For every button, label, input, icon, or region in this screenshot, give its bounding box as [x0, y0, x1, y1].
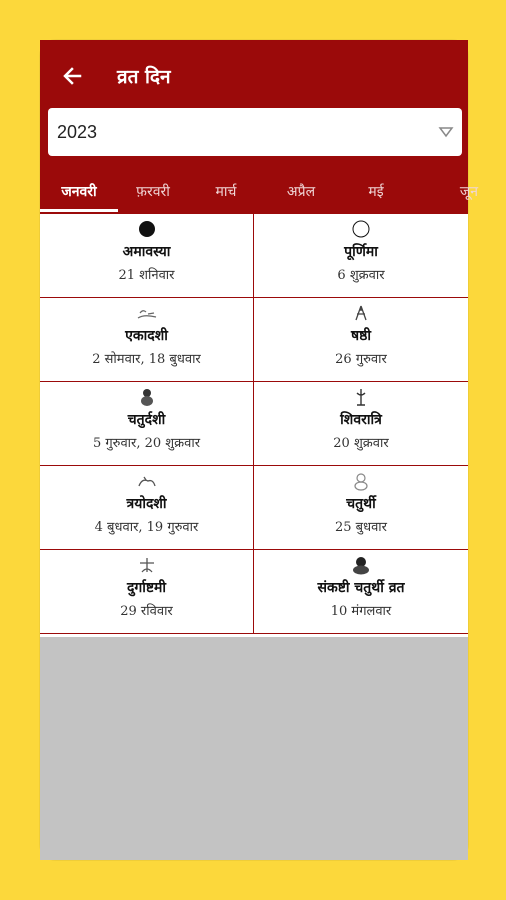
vrat-name: चतुर्थी — [346, 496, 376, 512]
vrat-item-chaturthi[interactable] — [254, 466, 468, 550]
new-moon-icon — [136, 218, 158, 240]
vrat-item-shivratri[interactable] — [254, 382, 468, 466]
tab-february[interactable]: फ़रवरी — [136, 183, 170, 200]
vrat-item-amavasya[interactable] — [40, 214, 254, 298]
app-screen — [40, 40, 478, 860]
vrat-name: अमावस्या — [122, 244, 171, 260]
vrat-dates: 21 शनिवार — [118, 268, 175, 283]
dropdown-triangle-icon — [438, 126, 454, 138]
ganesha-bold-icon — [350, 554, 372, 576]
ganesha-icon — [136, 386, 158, 408]
vrat-item-ekadashi[interactable] — [40, 298, 254, 382]
vrat-name: पूर्णिमा — [344, 244, 378, 260]
vrat-item-chaturdashi[interactable] — [40, 382, 254, 466]
back-button[interactable] — [60, 64, 84, 88]
vrat-dates: 10 मंगलवार — [330, 604, 392, 619]
year-dropdown[interactable] — [48, 108, 462, 156]
arrow-left-icon — [62, 66, 82, 86]
vrat-dates: 5 गुरुवार, 20 शुक्रवार — [92, 436, 201, 451]
vrat-item-sankashti-chaturthi[interactable] — [254, 550, 468, 634]
ganesha-outline-icon — [350, 470, 372, 492]
shiva-icon — [350, 386, 372, 408]
month-tabs — [40, 170, 478, 212]
tab-april[interactable]: अप्रैल — [286, 183, 316, 200]
vrat-name: संकष्टी चतुर्थी व्रत — [317, 580, 405, 596]
vrat-dates: 29 रविवार — [120, 604, 173, 619]
tab-june[interactable]: जून — [459, 183, 478, 200]
vrat-name: षष्ठी — [351, 328, 371, 344]
page-title: व्रत दिन — [117, 66, 171, 88]
deity-figure-icon — [350, 302, 372, 324]
tab-january[interactable]: जनवरी — [40, 170, 118, 212]
vrat-dates: 2 सोमवार, 18 बुधवार — [92, 352, 201, 367]
full-moon-icon — [350, 218, 372, 240]
vrat-name: चतुर्दशी — [127, 412, 166, 428]
vrat-item-trayodashi[interactable] — [40, 466, 254, 550]
vrat-item-durgashtami[interactable] — [40, 550, 254, 634]
empty-area — [40, 637, 468, 860]
vrat-name: त्रयोदशी — [126, 496, 167, 512]
vrat-name: दुर्गाष्टमी — [126, 580, 167, 596]
vrat-item-shashthi[interactable] — [254, 298, 468, 382]
durga-icon — [136, 554, 158, 576]
vrat-name: एकादशी — [125, 328, 168, 344]
vrat-item-purnima[interactable] — [254, 214, 468, 298]
vrat-dates: 4 बुधवार, 19 गुरुवार — [94, 520, 199, 535]
vishnu-reclining-icon — [136, 302, 158, 324]
toolbar — [40, 52, 468, 100]
tab-march[interactable]: मार्च — [215, 183, 237, 200]
vrat-list — [40, 214, 468, 637]
nandi-icon — [136, 470, 158, 492]
year-value: 2023 — [57, 121, 98, 142]
vrat-dates: 25 बुधवार — [334, 520, 387, 535]
vrat-dates: 20 शुक्रवार — [333, 436, 389, 451]
vrat-dates: 6 शुक्रवार — [337, 268, 385, 283]
vrat-dates: 26 गुरुवार — [335, 352, 387, 367]
vrat-name: शिवरात्रि — [340, 412, 382, 428]
tab-may[interactable]: मई — [368, 183, 384, 200]
